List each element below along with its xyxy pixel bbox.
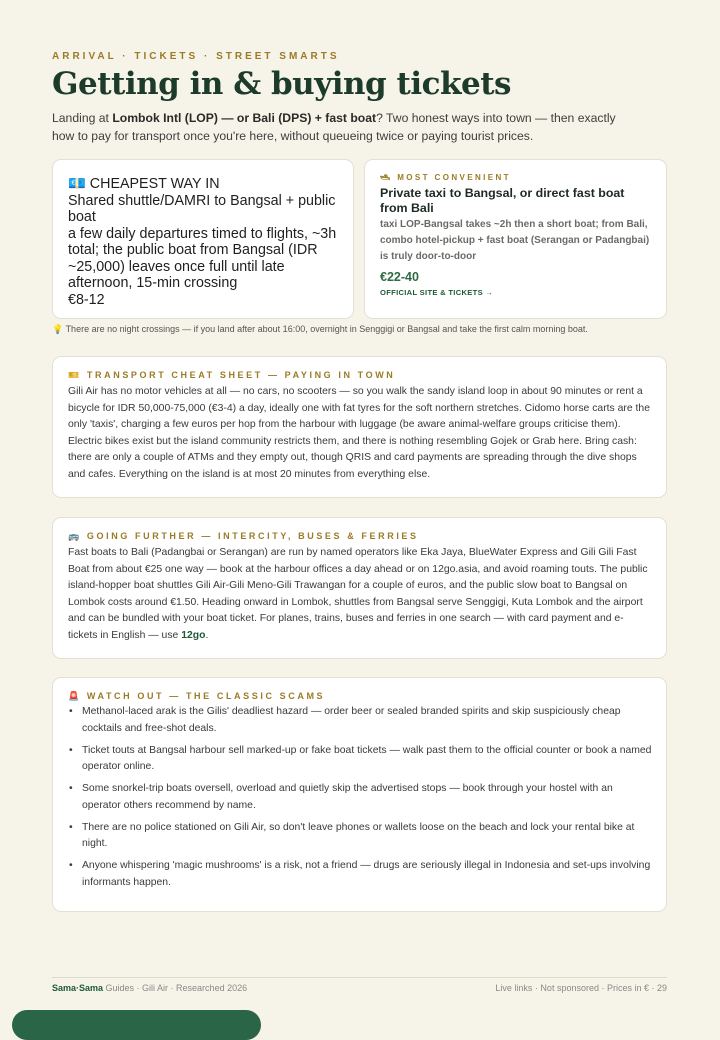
going-further-card: [52, 517, 667, 659]
transport-cheat-sheet-card: [52, 356, 667, 498]
convenient-description: taxi LOP-Bangsal takes ~2h then a short boat; from Bali, combo hotel-pickup + fast boat (Serangan or Padangbai) is truly door-to-door: [380, 219, 650, 262]
siren-icon: 🚨: [68, 692, 82, 702]
section-eyebrow: ARRIVAL · TICKETS · STREET SMARTS: [52, 51, 340, 62]
cheapest-label: 💶 CHEAPEST WAY IN: [68, 176, 220, 192]
euro-banknote-icon: 💶: [68, 176, 86, 192]
cheapest-way-card: [52, 159, 354, 319]
scams-heading: 🚨 WATCH OUT — THE CLASSIC SCAMS: [68, 691, 326, 702]
convenient-title: Private taxi to Bangsal, or direct fast boat from Bali: [380, 186, 625, 215]
lightbulb-icon: 💡: [52, 325, 64, 335]
list-item: • Ticket touts at Bangsal harbour sell marked-up or fake boat tickets — walk past them to the official counter or book a named operator online.: [69, 744, 652, 772]
intro-highlight: Lombok Intl (LOP) — or Bali (DPS) + fast boat: [112, 111, 377, 125]
floating-action-bar[interactable]: [12, 1010, 261, 1040]
transport-body: Gili Air has no motor vehicles at all — no cars, no scooters — so you walk the sandy island loop in about 90 minutes or rent a bicycle for IDR 50,000-75,000 (€3-4) a day, ideally one with fat tyres for the soft northern stretches. Cidomo horse carts are the only 'taxis', charging a few euros per hop from the harbour with luggage (be aware animal-welfare groups criticise them). Electric bikes exist but the island community restricts them, and there is nothing resembling Gojek or Grab here. Bring cash: there are only a couple of ATMs and they empty out, though QRIS and card payments are spreading through the dive shops and cafes. Everything on the island is at most 20 minutes from everything else.: [68, 386, 650, 480]
scam-list: [68, 704, 652, 891]
page-title: Getting in & buying tickets: [52, 66, 511, 102]
cheapest-price: €8-12: [68, 291, 105, 308]
night-crossing-tip: 💡 There are no night crossings — if you land after about 16:00, overnight in Senggigi or Bangsal and take the first calm morning boat.: [52, 324, 588, 335]
intro-paragraph: Landing at Lombok Intl (LOP) — or Bali (DPS) + fast boat? Two honest ways into town — then exactly how to pay for transport once you're here, without queueing twice or paying tourist prices.: [52, 111, 616, 143]
transport-heading: 🎫 TRANSPORT CHEAT SHEET — PAYING IN TOWN: [68, 370, 396, 381]
footer-divider: [52, 977, 667, 978]
convenient-price: €22-40: [380, 270, 419, 285]
further-body: Fast boats to Bali (Padangbai or Serangan) are run by named operators like Eka Jaya, BlueWater Express and Gili Gili Fast Boat from about €25 one way — book at the harbour offices a day ahead or on 12go.asia, and avoid roaming touts. The public island-hopper boat shuttles Gili Air-Gili Meno-Gili Trawangan for a couple of euros, and the public slow boat to Bangsal on Lombok costs around €1.50. Heading onward in Lombok, shuttles from Bangsal serve Senggigi, Kuta Lombok and the airport and can be bundled with your boat ticket. For planes, trains, buses and ferries in one search — with card payment and e-tickets in English — use 12go.: [68, 547, 648, 641]
footer-meta: Live links · Not sponsored · Prices in € · 29: [495, 983, 667, 993]
12go-link[interactable]: 12go: [181, 629, 206, 641]
ticket-icon: 🎫: [68, 371, 82, 381]
brand-name: Sama·Sama: [52, 983, 104, 993]
convenient-label: 🛥 MOST CONVENIENT: [380, 173, 511, 182]
footer-credits: Sama·Sama Guides · Gili Air · Researched 2026: [52, 983, 248, 993]
list-item: • Some snorkel-trip boats oversell, overload and quietly skip the advertised stops — book through your hostel with an operator others recommend by name.: [69, 783, 613, 811]
speedboat-icon: 🛥: [380, 173, 393, 182]
official-tickets-link[interactable]: OFFICIAL SITE & TICKETS →: [380, 288, 494, 298]
list-item: • Methanol-laced arak is the Gilis' deadliest hazard — order beer or sealed branded spirits and skip suspiciously cheap cocktails and free-shot deals.: [69, 706, 621, 734]
most-convenient-card: [364, 159, 667, 319]
further-heading: 🚌 GOING FURTHER — INTERCITY, BUSES & FERRIES: [68, 531, 419, 542]
scams-card: [52, 677, 667, 912]
list-item: • There are no police stationed on Gili Air, so don't leave phones or wallets loose on the beach and lock your rental bike at night.: [69, 821, 635, 849]
cheapest-description: a few daily departures timed to flights, ~3h total; the public boat from Bangsal (IDR ~25,000) leaves once full until late afternoon, 15-min crossing: [68, 225, 337, 291]
cheapest-title: Shared shuttle/DAMRI to Bangsal + public boat: [68, 192, 336, 225]
list-item: • Anyone whispering 'magic mushrooms' is a risk, not a friend — drugs are seriously illegal in Indonesia and set-ups involving informants happen.: [69, 860, 651, 888]
bus-icon: 🚌: [68, 532, 82, 542]
